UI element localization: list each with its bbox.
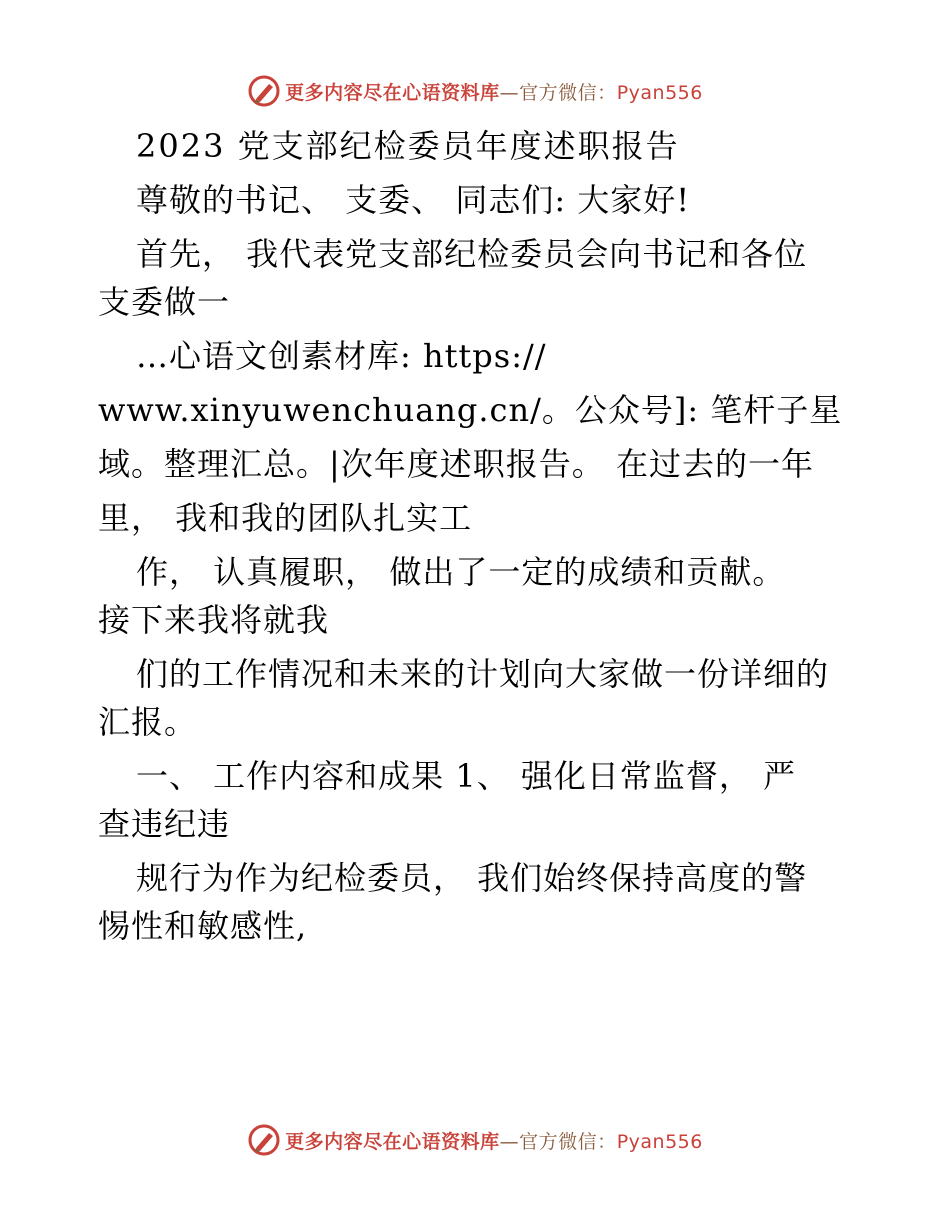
- header-banner: [0, 71, 950, 111]
- paragraph-line: 们的工作情况和未来的计划向大家做一份详细的: [136, 655, 830, 693]
- footer-banner: [0, 1120, 950, 1160]
- paragraph-line: 惕性和敏感性,: [98, 907, 308, 945]
- paragraph-line: 域。整理汇总。|次年度述职报告。 在过去的一年: [98, 445, 814, 483]
- watermark-line: www.xinyuwenchuang.cn/。公众号]: 笔杆子星: [98, 391, 843, 429]
- section-heading-line: 查违纪违: [98, 805, 231, 843]
- paragraph-line: 里， 我和我的团队扎实工: [98, 499, 473, 537]
- banner-text: [285, 78, 703, 105]
- paragraph-line: 汇报。: [98, 703, 198, 741]
- banner-wechat-label: —官方微信：: [499, 1130, 617, 1153]
- banner-wechat-id: Pyan556: [616, 81, 703, 104]
- banner-wechat-id: Pyan556: [616, 1130, 703, 1153]
- paragraph-line: 首先， 我代表党支部纪检委员会向书记和各位: [136, 235, 808, 273]
- document-title: 2023 党支部纪检委员年度述职报告: [136, 127, 680, 165]
- paragraph-line: 接下来我将就我: [98, 601, 330, 639]
- document-body: [98, 122, 858, 950]
- watermark-line: …心语文创素材库: https://: [136, 337, 547, 375]
- banner-wechat-label: —官方微信：: [499, 81, 617, 104]
- banner-promo-text: 更多内容尽在心语资料库: [285, 1130, 500, 1153]
- pen-circle-logo-icon: [247, 1123, 281, 1157]
- section-heading-line: 一、 工作内容和成果 1、 强化日常监督， 严: [136, 757, 797, 795]
- paragraph-line: 作， 认真履职， 做出了一定的成绩和贡献。: [136, 553, 786, 591]
- paragraph-line: 规行为作为纪检委员， 我们始终保持高度的警: [136, 859, 808, 897]
- banner-promo-text: 更多内容尽在心语资料库: [285, 81, 500, 104]
- greeting-line: 尊敬的书记、 支委、 同志们: 大家好!: [136, 181, 691, 219]
- banner-text: [285, 1127, 703, 1154]
- paragraph-line: 支委做一: [98, 283, 231, 321]
- pen-circle-logo-icon: [247, 74, 281, 108]
